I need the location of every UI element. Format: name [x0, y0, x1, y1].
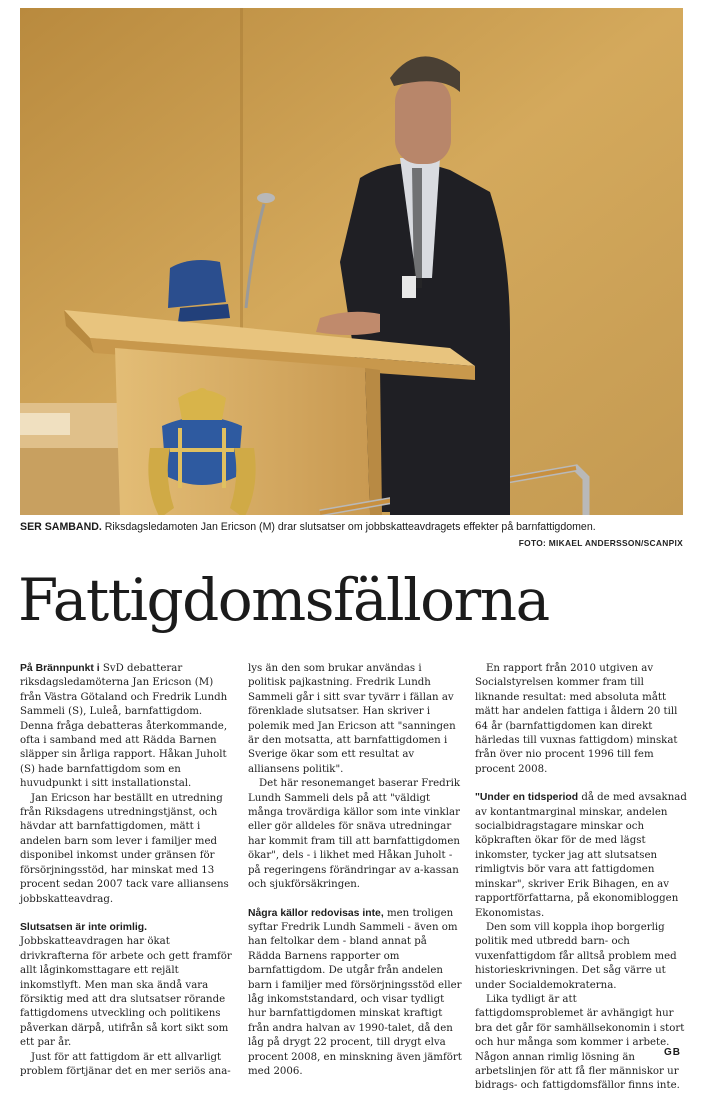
paragraph-text: då de med avsaknad av kontantmarginal minskar, andelen socialbidragstagare minskar och köpkraften ökar för de med lägst inkomster, tycker jag att slutsatsen rimligtvis bör vara att fattigdomen minskar", skriver Erik Bihagen, en av rapportförfattarna, på ekonomibloggen Ekonomistas. — [475, 792, 687, 919]
photo-caption — [20, 521, 683, 534]
paragraph: Den som vill koppla ihop borgerlig politik med utbredd barn- och vuxenfattigdom får alltså problem med historieskrivningen. Det såg värre ut under Socialdemokraterna. — [475, 921, 677, 991]
paragraph: En rapport från 2010 utgiven av Socialstyrelsen kommer fram till liknande resultat: med absoluta mått mätt har andelen fattiga i åldern 20 till 64 år (barnfattigdomen kan direkt härledas till vuxnas fattigdom) minskat från över nio procent 1996 till fem procent 2008. — [475, 663, 678, 775]
paragraph — [20, 921, 234, 1051]
podium-speaker-icon — [20, 8, 683, 515]
paragraph — [475, 791, 687, 921]
article-column-1 — [20, 662, 234, 1079]
paragraph-text: SvD debatterar riksdagsledamöterna Jan Ericson (M) från Västra Götaland och Fredrik Lundh Sammeli (S), Luleå, barnfattigdom. Denna fråga debatteras återkommande, ofta i samband med att Rädda Barnen släpper sin årliga rapport. Håkan Juholt (S) hade barnfattigdom som en huvudpunkt i sitt installationstal. — [20, 663, 228, 790]
article-column-3 — [475, 662, 687, 1094]
photo-credit: FOTO: MIKAEL ANDERSSON/SCANPIX — [518, 538, 683, 548]
article-column-2 — [248, 662, 462, 1079]
paragraph — [248, 907, 462, 1080]
paragraph-kicker: "Under en tidsperiod — [475, 792, 579, 804]
article-photo — [20, 8, 683, 515]
paragraph: Jan Ericson har beställt en utredning från Riksdagens utredningstjänst, och hävdar att barnfattigdomen, mätt i andelen barn som lever i familjer med disponibel inkomst under gränsen för försörjningsstöd, har minskat med 13 procent sedan 2007 tack vare alliansens jobbskatteavdrag. — [20, 792, 229, 905]
paragraph — [20, 662, 234, 792]
author-signature: GB — [664, 1047, 681, 1058]
paragraph-kicker: På Brännpunkt i — [20, 663, 100, 674]
paragraph-text: men troligen syftar Fredrik Lundh Sammeli - även om han feltolkar dem - bland annat på Rädda Barnens rapporter om barnfattigdom. De utgår från andelen barn i familjer med försörjningsstöd eller låg inkomststandard, och visar tydligt hur barnfattigdomen minskat kraftigt från andra halvan av 1990-talet, då den låg på drygt 22 procent, till drygt elva procent 2008, en minskning även jämfört med 2006. — [248, 907, 462, 1077]
paragraph: Det här resonemanget baserar Fredrik Lundh Sammeli dels på att "väldigt många trovärdiga källor som inte vinklar eller gör alldeles för snäva utredningar har kommit fram till att barnfattigdomen ökar", dels - i likhet med Håkan Juholt - på regeringens förändringar av a-kassan och sjukförsäkringen. — [248, 778, 460, 891]
paragraph: Just för att fattigdom är ett allvarligt problem förtjänar det en mer seriös ana- — [20, 1051, 231, 1077]
paragraph: lys än den som brukar användas i politisk pajkastning. Fredrik Lundh Sammeli går i sitt svar tyvärr i fällan av förenklade slutsatser. Han skriver i polemik med Jan Ericson att "sanningen är den motsatta, att barnfattigdomen i Sverige ökar som ett resultat av alliansens politik". — [248, 663, 456, 775]
paragraph: Lika tydligt är att fattigdomsproblemet är avhängigt hur bra det går för samhällsekonomin i stort och hur många som kommer i arbete. Någon annan rimlig lösning än arbetslinjen för att få fler människor ur bidrags- och fattigdomsfällor finns inte. — [475, 993, 685, 1092]
paragraph-kicker: Slutsatsen är inte orimlig. — [20, 921, 148, 933]
paragraph-kicker: Några källor redovisas inte, — [248, 907, 384, 919]
caption-lead: SER SAMBAND. — [20, 521, 102, 533]
caption-text: Riksdagsledamoten Jan Ericson (M) drar slutsatser om jobbskatteavdragets effekter på barnfattigdomen. — [104, 521, 596, 533]
paragraph-text: Jobbskatteavdragen har ökat drivkrafterna för arbete och gett framför allt låginkomsttagare ett rejält inkomstlyft. Men man ska ändå vara försiktig med att dra slutsatser rörande fattigdomens utveckling och politikens påverkan därpå, utifrån så kort sikt som ett par år. — [20, 936, 232, 1049]
headline: Fattigdomsfällorna — [18, 566, 549, 634]
